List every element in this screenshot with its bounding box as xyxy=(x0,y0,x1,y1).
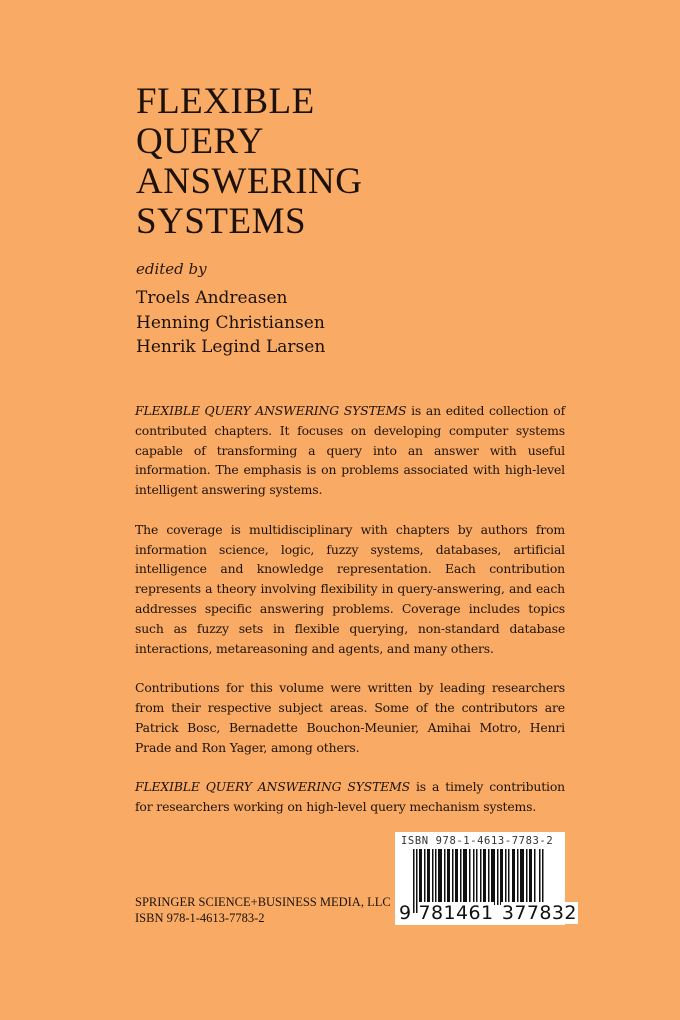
description-paragraph-1 xyxy=(135,401,565,500)
paragraph-text: is a timely contribution for researchers working on high-level query mechanism systems. xyxy=(135,779,565,814)
barcode-lead-digit: 9 xyxy=(399,902,412,924)
book-title xyxy=(136,82,362,242)
book-title-inline: FLEXIBLE QUERY ANSWERING SYSTEMS xyxy=(135,779,410,795)
isbn-barcode xyxy=(395,832,577,925)
barcode-digits xyxy=(399,902,578,924)
barcode-group-2: 377832 xyxy=(501,902,577,924)
publisher-info xyxy=(135,894,391,926)
title-line-1: FLEXIBLE xyxy=(136,81,315,122)
edited-by-label: edited by xyxy=(136,260,207,278)
barcode-group-1: 781461 xyxy=(418,902,494,924)
publisher-name: SPRINGER SCIENCE+BUSINESS MEDIA, LLC xyxy=(135,895,391,909)
book-title-inline: FLEXIBLE QUERY ANSWERING SYSTEMS xyxy=(135,403,407,418)
description-paragraph-4 xyxy=(135,777,565,817)
editor-name: Troels Andreasen xyxy=(136,288,288,308)
title-line-4: SYSTEMS xyxy=(136,201,307,242)
publisher-isbn: ISBN 978-1-4613-7783-2 xyxy=(135,911,265,925)
title-line-3: ANSWERING xyxy=(136,161,363,202)
description-paragraph-2: The coverage is multidisciplinary with chapters by authors from information science, logic, fuzzy systems, databases, artificial intelligence and knowledge representation. Each contribution represents a theory involving flexibility in query-answering, and each addresses specific answering problems. Coverage includes topics such as fuzzy sets in flexible querying, non-standard database interactions, metareasoning and agents, and many others. xyxy=(135,521,565,656)
title-line-2: QUERY xyxy=(136,121,264,162)
paragraph-text: is an edited collection of contributed chapters. It focuses on developing computer systems capable of transforming a query into an answer with useful information. The emphasis is on problems associated with high-level intelligent answering systems. xyxy=(135,403,565,498)
description-paragraph-3: Contributions for this volume were written by leading researchers from their respective subject areas. Some of the contributors are Patrick Bosc, Bernadette Bouchon-Meunier, Amihai Motro, Henri Prade and Ron Yager, among others. xyxy=(135,680,565,755)
barcode-isbn-label: ISBN 978-1-4613-7783-2 xyxy=(401,835,554,847)
editor-name: Henrik Legind Larsen xyxy=(136,337,326,357)
editor-name: Henning Christiansen xyxy=(136,312,325,333)
editors-list xyxy=(136,286,325,360)
book-description xyxy=(135,401,565,837)
